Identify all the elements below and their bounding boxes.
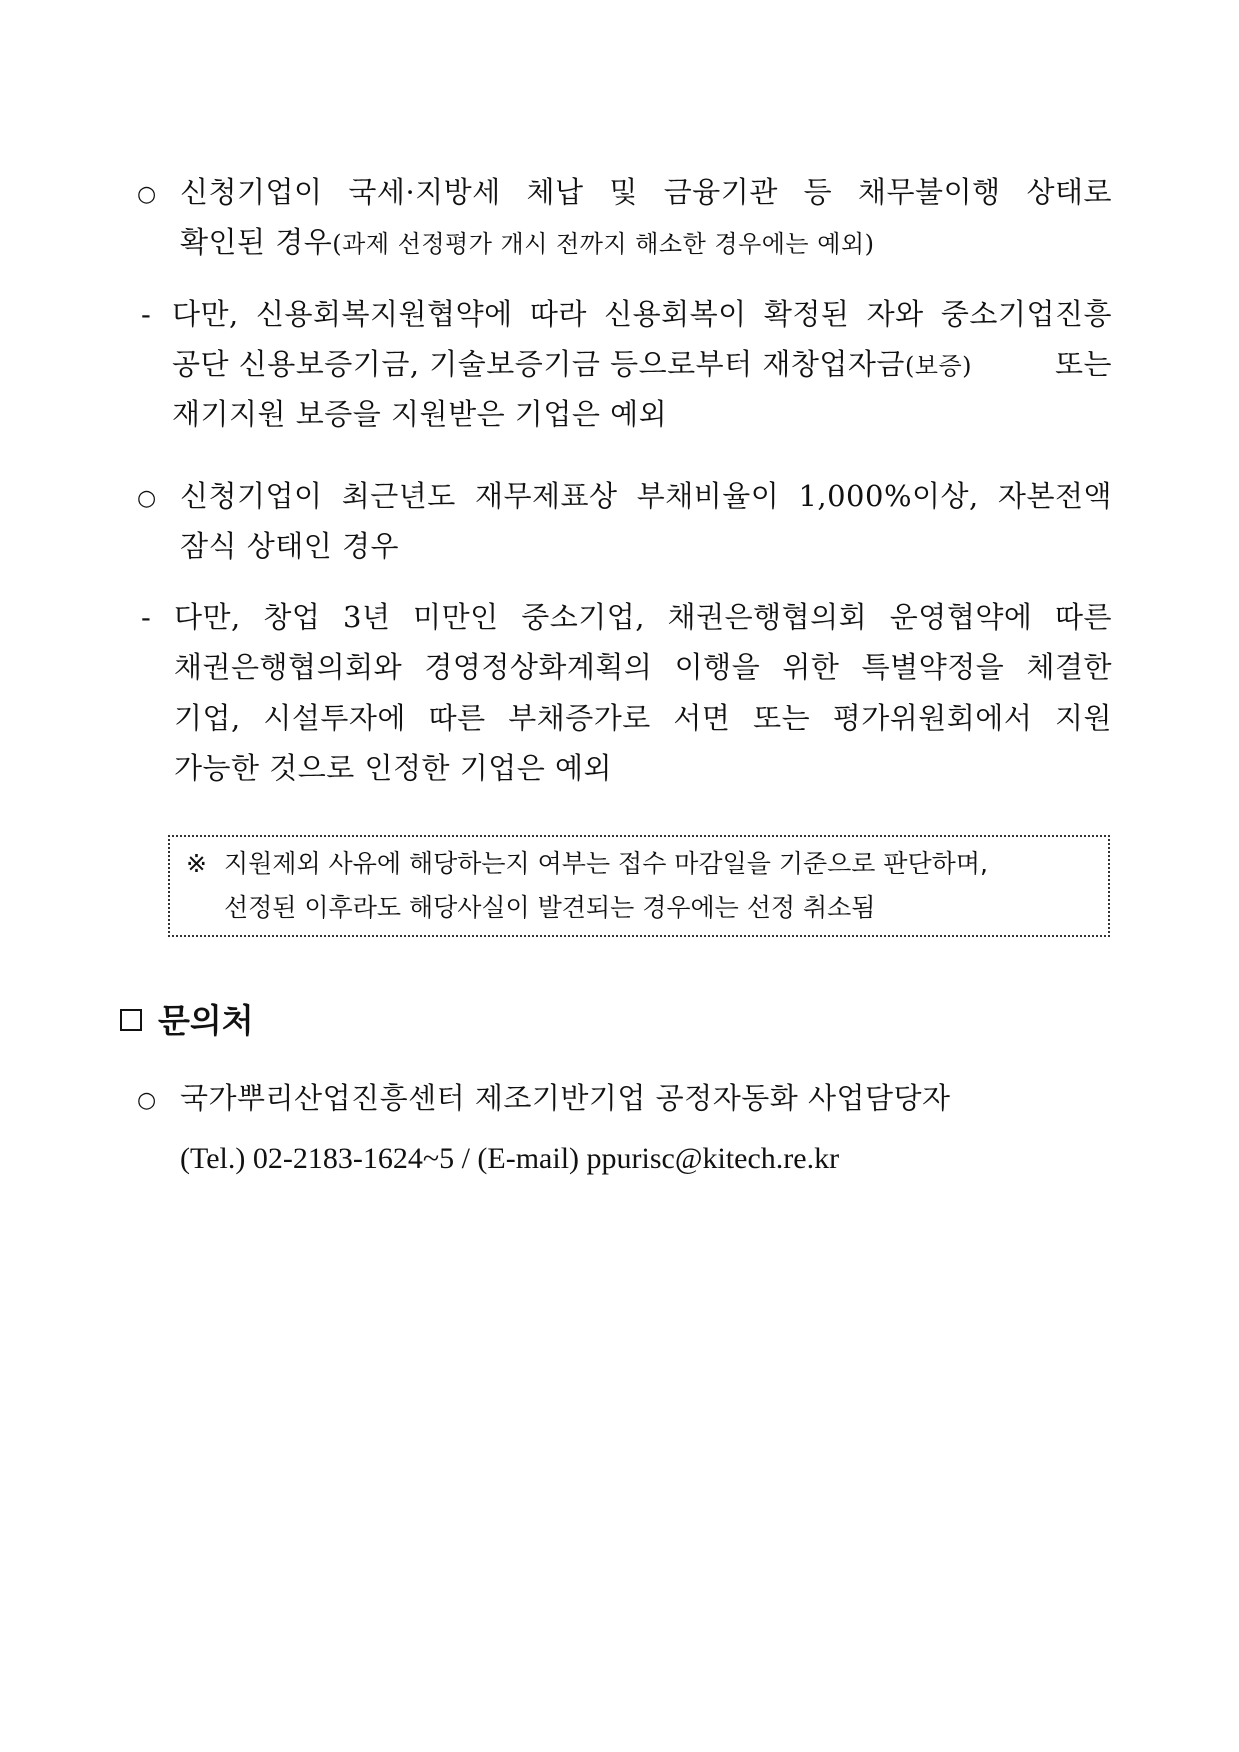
item-1-sub-line-3: 재기지원 보증을 지원받은 기업은 예외 [172,397,668,431]
section-heading [120,1000,254,1042]
item-1-note: (과제 선정평가 개시 전까지 해소한 경우에는 예외) [332,230,875,258]
item-2-sub-line-1: 다만, 창업 3년 미만인 중소기업, 채권은행협의회 운영협약에 따른 [174,600,1112,634]
square-bullet-icon [120,1009,142,1031]
notice-line-1: 지원제외 사유에 해당하는지 여부는 접수 마감일을 기준으로 판단하며, [224,849,988,878]
item-1-sub-line-1: 다만, 신용회복지원협약에 따라 신용회복이 확정된 자와 중소기업진흥 [172,297,1112,331]
circle-bullet-icon: ○ [137,1088,157,1113]
item-2-sub-line-3: 기업, 시설투자에 따른 부채증가로 서면 또는 평가위원회에서 지원 [174,701,1112,735]
item-1-line-2 [180,224,874,262]
item-1-sub-line-2-end: 또는 [1054,347,1112,381]
circle-bullet-icon: ○ [137,182,157,207]
contact-org: 국가뿌리산업진흥센터 제조기반기업 공정자동화 사업담당자 [180,1081,951,1115]
contact-details: (Tel.) 02-2183-1624~5 / (E-mail) ppurisc@kitech.re.kr [180,1142,840,1175]
item-1-sub-line-2-text: 공단 신용보증기금, 기술보증기금 등으로부터 재창업자금 [172,347,905,381]
section-title: 문의처 [158,1001,254,1040]
item-1-sub-note: (보증) [904,352,973,380]
item-2-line-2: 잠식 상태인 경우 [180,529,400,563]
item-1-line-1: 신청기업이 국세·지방세 체납 및 금융기관 등 채무불이행 상태로 [180,175,1112,209]
item-2-sub-line-4: 가능한 것으로 인정한 기업은 예외 [174,751,613,785]
reference-mark-icon: ※ [186,849,207,878]
item-1-sub-line-2 [172,346,1112,384]
item-2-line-1: 신청기업이 최근년도 재무제표상 부채비율이 1,000%이상, 자본전액 [180,479,1112,513]
dash-bullet: - [141,600,151,634]
dash-bullet: - [141,297,151,331]
item-1-line-2-text: 확인된 경우 [180,225,333,259]
notice-line-2: 선정된 이후라도 해당사실이 발견되는 경우에는 선정 취소됨 [224,893,876,922]
item-2-sub-line-2: 채권은행협의회와 경영정상화계획의 이행을 위한 특별약정을 체결한 [174,650,1112,684]
circle-bullet-icon: ○ [137,486,157,511]
